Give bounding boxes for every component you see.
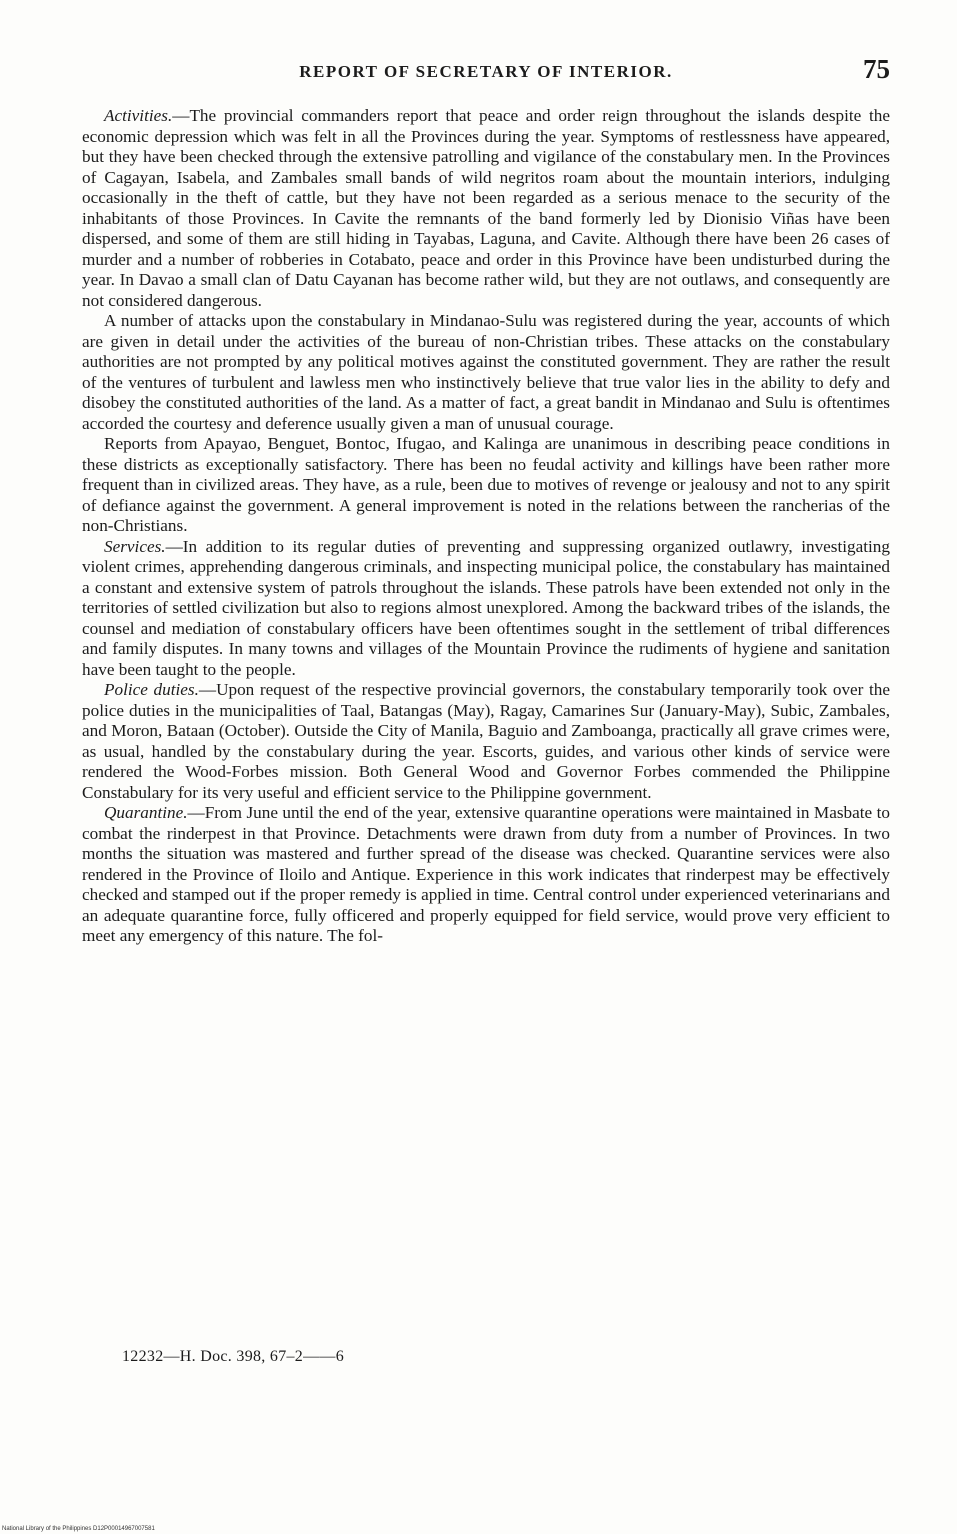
printer-signature: 12232—H. Doc. 398, 67–2——6 [122, 1348, 345, 1365]
paragraph-text: —From June until the end of the year, extensive quarantine operations were maintained in Masbate to combat the rinderpest in that Province. Detachments were drawn from duty from a number of Provinces. In two months the situation was mastered and further spread of the disease was checked. Quarantine services were also rendered in the Province of Iloilo and Antique. Experience in this work indicates that rinderpest may be effectively checked and stamped out if the proper remedy is applied in time. Central control under experienced veterinarians and an adequate quarantine force, fully officered and properly equipped for field service, would prove very efficient to meet any emergency of this nature. The fol- [82, 803, 890, 945]
body-text [82, 106, 890, 947]
paragraph-quarantine [82, 803, 890, 947]
page-header [82, 54, 890, 92]
paragraph-attacks [82, 311, 890, 434]
paragraph-text: —The provincial commanders report that peace and order reign throughout the islands despite the economic depression which was felt in all the Provinces during the year. Symptoms of restlessness have appeared, but they have been checked through the extensive patrolling and vigilance of the constabulary men. In the Provinces of Cagayan, Isabela, and Zambales small bands of wild negritos roam about the mountain interiors, indulging occasionally in the theft of cattle, but they have not been regarded as a serious menace to the security of the inhabitants of those Provinces. In Cavite the remnants of the band formerly led by Dionisio Viñas have been dispersed, and some of them are still hiding in Tayabas, Laguna, and Cavite. Although there have been 26 cases of murder and a number of robberies in Cotabato, peace and order in this Province have been undisturbed during the year. In Davao a small clan of Datu Cayanan has become rather wild, but they are not outlaws, and consequently are not considered dangerous. [82, 106, 890, 310]
paragraph-services [82, 537, 890, 681]
paragraph-activities [82, 106, 890, 311]
paragraph-heading: Police duties. [104, 680, 199, 699]
paragraph-text: —Upon request of the respective provincial governors, the constabulary temporarily took over the police duties in the municipalities of Taal, Batangas (May), Ragay, Camarines Sur (January-May), Subic, Zambales, and Moron, Bataan (October). Outside the City of Manila, Baguio and Zamboanga, practically all grave crimes were, as usual, handled by the constabulary during the year. Escorts, guides, and various other kinds of service were rendered the Wood-Forbes mission. Both General Wood and Governor Forbes commended the Philippine Constabulary for its very useful and efficient service to the Philippine government. [82, 680, 890, 802]
paragraph-heading: Activities. [104, 106, 173, 125]
paragraph-heading: Services. [104, 536, 166, 556]
page-number: 75 [863, 54, 890, 84]
paragraph-text: —In addition to its regular duties of preventing and suppressing organized outlawry, investigating violent crimes, apprehending dangerous criminals, and inspecting municipal police, the constabulary has maintained a constant and extensive system of patrols throughout the islands. These patrols have been extended not only in the territories of settled civilization but also to regions almost unexplored. Among the backward tribes of the islands, the counsel and mediation of constabulary officers have been oftentimes sought in the settlement of tribal differences and family disputes. In many towns and villages of the Mountain Province the rudiments of hygiene and sanitation have been taught to the people. [82, 536, 890, 679]
running-head: REPORT OF SECRETARY OF INTERIOR. [299, 62, 673, 81]
paragraph-text: Reports from Apayao, Benguet, Bontoc, Ifugao, and Kalinga are unanimous in describing peace conditions in these districts as exceptionally satisfactory. There has been no feudal activity and killings have been rather more frequent than in civilized areas. They have, as a rule, been due to motives of revenge or jealousy and not to any spirit of defiance against the government. A general improvement is noted in the relations between the rancherias of the non-Christians. [82, 434, 890, 535]
paragraph-heading: Quarantine. [104, 803, 188, 822]
library-imprint: National Library of the Philippines D12P00014967007581 [2, 1526, 155, 1532]
paragraph-police-duties [82, 680, 890, 803]
paragraph-text: A number of attacks upon the constabulary in Mindanao-Sulu was registered during the year, accounts of which are given in detail under the activities of the bureau of non-Christian tribes. These attacks on the constabulary authorities are not prompted by any political motives against the constituted government. They are rather the result of the ventures of turbulent and lawless men who instinctively believe that true valor lies in the ability to defy and disobey the constituted authorities of the land. As a matter of fact, a great bandit in Mindanao and Sulu is oftentimes accorded the courtesy and deference usually given a man of unusual courage. [82, 311, 890, 433]
paragraph-reports [82, 434, 890, 537]
